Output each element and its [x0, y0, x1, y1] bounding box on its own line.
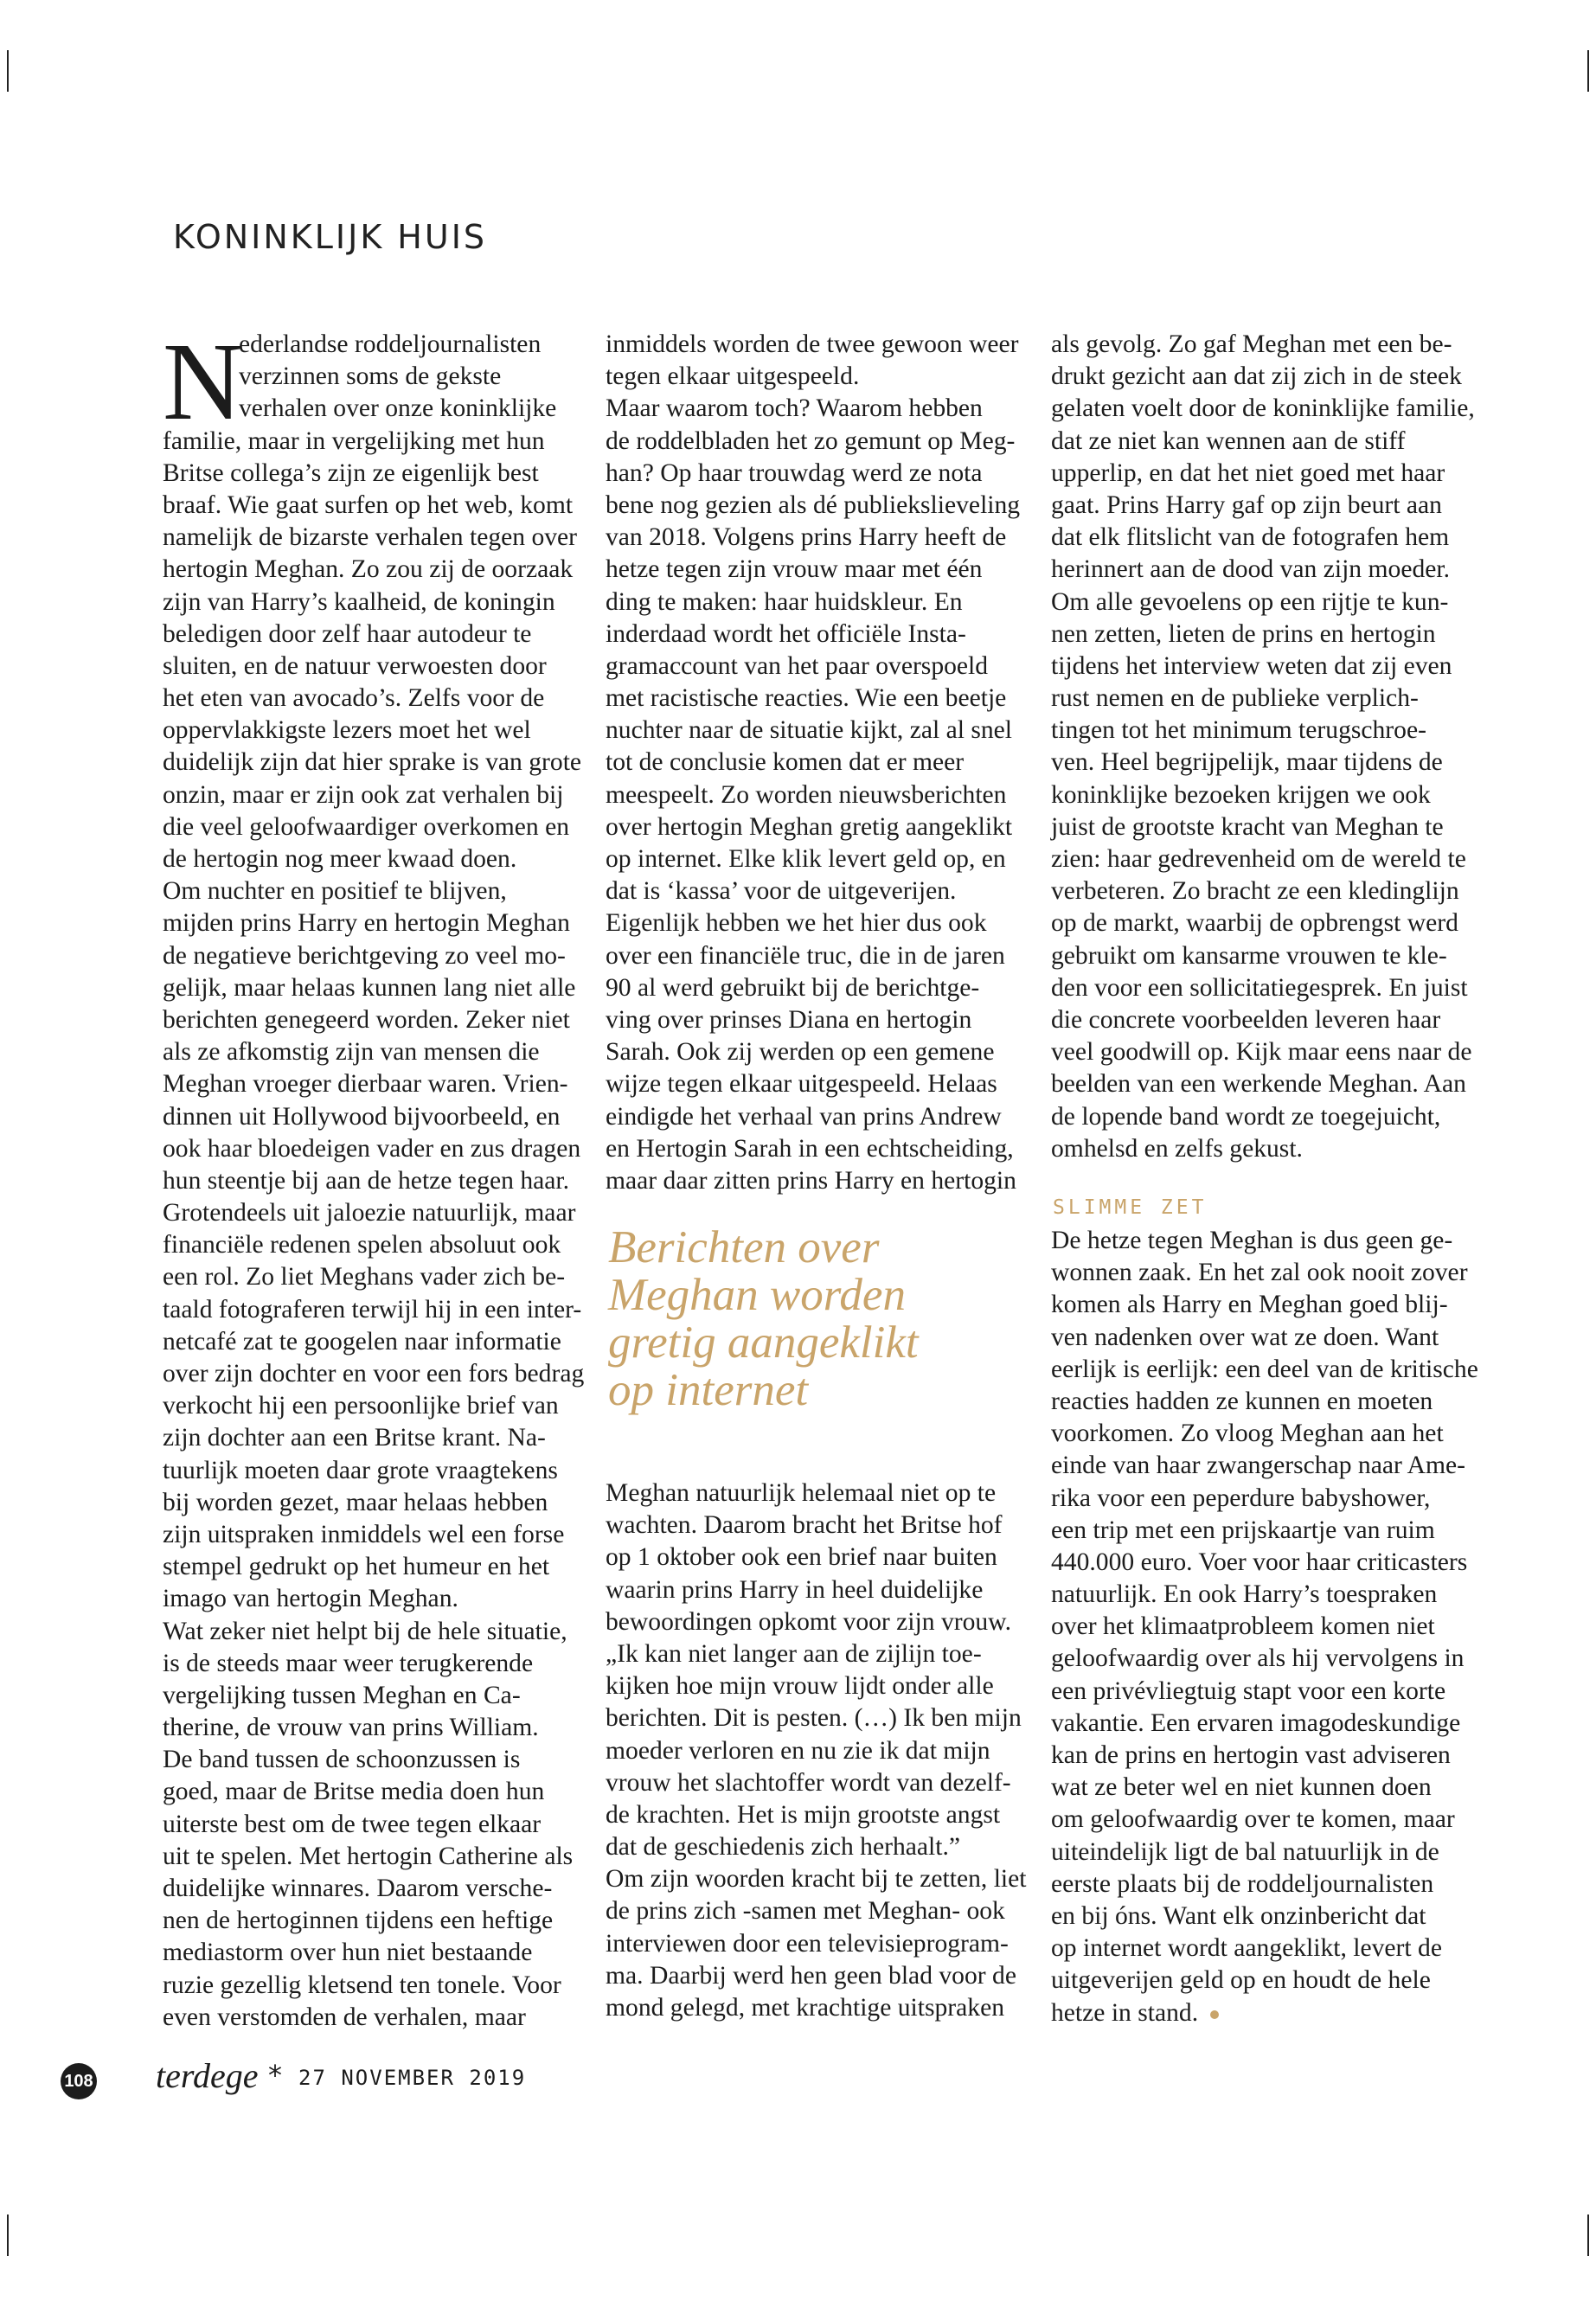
text-line: natuurlijk. En ook Harry’s toespraken — [1051, 1580, 1438, 1609]
text-line: tegen elkaar uitgespeeld. — [606, 362, 860, 391]
text-line: zijn uitspraken inmiddels wel een forse — [163, 1520, 565, 1548]
text-line: even verstomden de verhalen, maar — [163, 2003, 526, 2031]
text-line: goed, maar de Britse media doen hun — [163, 1778, 545, 1806]
text-line: uiteindelijk ligt de bal natuurlijk in de — [1051, 1837, 1439, 1866]
text-line: zien: haar gedrevenheid om de wereld te — [1051, 845, 1466, 873]
text-line: Sarah. Ook zij werden op een gemene — [606, 1038, 995, 1067]
text-line: ruzie gezellig kletsend ten tonele. Voor — [163, 1971, 561, 1999]
crop-mark — [1587, 2214, 1589, 2256]
article-column-3-bottom — [1051, 1225, 1478, 2029]
text-line: verzinnen soms de gekste — [239, 362, 502, 391]
text-line: Berichten over — [608, 1222, 880, 1272]
section-label: KONINKLIJK HUIS — [173, 218, 488, 256]
article-column-2-bottom — [606, 1477, 1027, 2024]
text-line: en bij óns. Want elk onzinbericht dat — [1051, 1901, 1426, 1930]
text-line: op internet wordt aangeklikt, levert de — [1051, 1934, 1442, 1963]
magazine-logo: terdege — [156, 2056, 259, 2095]
text-line: „Ik kan niet langer aan de zijlijn toe- — [606, 1639, 982, 1668]
text-line: vakantie. Een ervaren imagodeskundige — [1051, 1708, 1461, 1737]
text-line: ook haar bloedeigen vader en zus dragen — [163, 1134, 581, 1163]
text-line: dat ze niet kan wennen aan de stiff — [1051, 426, 1406, 455]
text-line: financiële redenen spelen absoluut ook — [163, 1231, 561, 1259]
text-line: op 1 oktober ook een brief naar buiten — [606, 1543, 997, 1572]
text-line: koninklijke bezoeken krijgen we ook — [1051, 780, 1431, 809]
text-line: over hertogin Meghan gretig aangeklikt — [606, 812, 1013, 841]
text-line: wachten. Daarom bracht het Britse hof — [606, 1511, 1003, 1540]
text-line: ven. Heel begrijpelijk, maar tijdens de — [1051, 748, 1443, 777]
text-line: eindigde het verhaal van prins Andrew — [606, 1102, 1002, 1131]
text-line: Meghan worden — [608, 1270, 906, 1320]
crop-mark — [7, 50, 9, 92]
text-line: beelden van een werkende Meghan. Aan — [1051, 1070, 1466, 1099]
text-line: therine, de vrouw van prins William. — [163, 1714, 539, 1742]
text-line: meespeelt. Zo worden nieuwsberichten — [606, 780, 1007, 809]
text-line: over een financiële truc, die in de jaren — [606, 941, 1005, 970]
text-line: ma. Daarbij werd hen geen blad voor de — [606, 1961, 1016, 1990]
text-line: Wat zeker niet helpt bij de hele situatie, — [163, 1617, 567, 1645]
article-column-2-top — [606, 329, 1021, 1197]
text-line: eerlijk is eerlijk: een deel van de kritische — [1051, 1355, 1478, 1383]
text-line: den voor een sollicitatiegesprek. En juist — [1051, 973, 1468, 1002]
text-line: kijken hoe mijn vrouw lijdt onder alle — [606, 1672, 994, 1701]
text-line: verkocht hij een persoonlijke brief van — [163, 1392, 559, 1420]
text-line: nuchter naar de situatie kijkt, zal al snel — [606, 716, 1013, 745]
text-line: upperlip, en dat het niet goed met haar — [1051, 458, 1445, 487]
text-line: reacties hadden ze kunnen en moeten — [1051, 1387, 1433, 1415]
text-line: uitgeverijen geld op en houdt de hele — [1051, 1966, 1431, 1995]
article-column-3-top — [1051, 329, 1475, 1165]
text-line: mond gelegd, met krachtige uitspraken — [606, 1994, 1005, 2022]
text-line: die veel geloofwaardiger overkomen en — [163, 812, 570, 841]
text-line: imago van hertogin Meghan. — [163, 1585, 458, 1613]
text-line: die concrete voorbeelden leveren haar — [1051, 1005, 1441, 1034]
text-line: is de steeds maar weer terugkerende — [163, 1649, 534, 1677]
text-line: duidelijke winnares. Daarom versche- — [163, 1875, 553, 1902]
text-line: gebruikt om kansarme vrouwen te kle- — [1051, 941, 1447, 970]
text-line: tijdens het interview weten dat zij even — [1051, 651, 1452, 680]
text-line: het eten van avocado’s. Zelfs voor de — [163, 684, 545, 713]
text-line: beledigen door zelf haar autodeur te — [163, 619, 532, 648]
text-line: inmiddels worden de twee gewoon weer — [606, 330, 1019, 358]
text-line: uit te spelen. Met hertogin Catherine als — [163, 1842, 574, 1870]
text-line: gretig aangeklikt — [608, 1317, 919, 1368]
text-line: Meghan vroeger dierbaar waren. Vrien- — [163, 1070, 568, 1099]
text-line: dat de geschiedenis zich herhaalt.” — [606, 1833, 961, 1862]
text-line: oppervlakkigste lezers moet het wel — [163, 716, 531, 745]
text-line: een trip met een prijskaartje van ruim — [1051, 1516, 1435, 1544]
text-line: veel goodwill op. Kijk maar eens naar de — [1051, 1038, 1472, 1067]
text-line: als ze afkomstig zijn van mensen die — [163, 1038, 540, 1067]
text-line: Grotendeels uit jaloezie natuurlijk, maar — [163, 1199, 576, 1227]
text-line: Om alle gevoelens op een rijtje te kun- — [1051, 587, 1449, 616]
text-line: inderdaad wordt het officiële Insta- — [606, 619, 966, 648]
text-line: tingen tot het minimum terugschroe- — [1051, 716, 1426, 745]
text-line: netcafé zat te googelen naar informatie — [163, 1327, 561, 1356]
text-line: en Hertogin Sarah in een echtscheiding, — [606, 1134, 1014, 1163]
text-line: wat ze beter wel en niet kunnen doen — [1051, 1773, 1432, 1802]
text-line: uiterste best om de twee tegen elkaar — [163, 1810, 542, 1838]
text-line: verhalen over onze koninklijke — [239, 394, 557, 423]
star-icon: * — [268, 2059, 282, 2092]
text-line: hetze in stand. — [1051, 1997, 1462, 2029]
text-line: tuurlijk moeten daar grote vraagtekens — [163, 1456, 558, 1484]
text-line: rust nemen en de publieke verplich- — [1051, 684, 1419, 713]
text-line: waarin prins Harry in heel duidelijke — [606, 1575, 984, 1604]
text-line: voorkomen. Zo vloog Meghan aan het — [1051, 1420, 1444, 1448]
text-line: omhelsd en zelfs gekust. — [1051, 1134, 1303, 1163]
text-line: familie, maar in vergelijking met hun — [163, 426, 545, 455]
text-line: Maar waarom toch? Waarom hebben — [606, 394, 983, 423]
text-line: de roddelbladen het zo gemunt op Meg- — [606, 426, 1016, 455]
text-line: herinnert aan de dood van zijn moeder. — [1051, 555, 1451, 584]
text-line: mijden prins Harry en hertogin Meghan — [163, 909, 570, 938]
text-line: dat is ‘kassa’ voor de uitgeverijen. — [606, 877, 957, 906]
page-number: 108 — [61, 2063, 97, 2099]
end-mark-icon — [1210, 2010, 1219, 2019]
drop-cap: N — [163, 320, 243, 443]
text-line: wonnen zaak. En het zal ook nooit zover — [1051, 1259, 1468, 1287]
text-line: drukt gezicht aan dat zij zich in de steek — [1051, 362, 1462, 391]
text-line: onzin, maar er zijn ook zat verhalen bij — [163, 780, 564, 809]
text-line: Meghan natuurlijk helemaal niet op te — [606, 1479, 997, 1507]
text-line: dat elk flitslicht van de fotografen hem — [1051, 523, 1450, 552]
text-line: wijze tegen elkaar uitgespeeld. Helaas — [606, 1070, 997, 1099]
text-line: een rol. Zo liet Meghans vader zich be- — [163, 1263, 566, 1292]
text-line: op internet. Elke klik levert geld op, en — [606, 845, 1006, 873]
issue-date: 27 NOVEMBER 2019 — [298, 2066, 527, 2090]
text-line: De band tussen de schoonzussen is — [163, 1746, 521, 1774]
text-line: juist de grootste kracht van Meghan te — [1051, 812, 1444, 841]
text-line: Britse collega’s zijn ze eigenlijk best — [163, 458, 539, 487]
text-line: Om nuchter en positief te blijven, — [163, 877, 507, 906]
text-line: op de markt, waarbij de opbrengst werd — [1051, 909, 1458, 938]
text-line: gelijk, maar helaas kunnen lang niet alle — [163, 973, 576, 1002]
text-line: vergelijking tussen Meghan en Ca- — [163, 1681, 521, 1709]
pull-quote — [608, 1224, 1023, 1414]
text-line: kan de prins en hertogin vast adviseren — [1051, 1741, 1451, 1769]
text-line: berichten genegeerd worden. Zeker niet — [163, 1005, 570, 1034]
text-line: stempel gedrukt op het humeur en het — [163, 1553, 550, 1581]
text-line: duidelijk zijn dat hier sprake is van grote — [163, 748, 582, 777]
text-line: Eigenlijk hebben we het hier dus ook — [606, 909, 987, 938]
text-line: gaat. Prins Harry gaf op zijn beurt aan — [1051, 490, 1442, 519]
text-line: met racistische reacties. Wie een beetje — [606, 684, 1007, 713]
article-column-1 — [163, 320, 585, 2034]
text-line: gelaten voelt door de koninklijke familie, — [1051, 394, 1475, 423]
text-line: eerste plaats bij de roddeljournalisten — [1051, 1869, 1434, 1898]
text-line: ding te maken: haar huidskleur. En — [606, 587, 963, 616]
text-line: bij worden gezet, maar helaas hebben — [163, 1488, 548, 1516]
text-line: de prins zich -samen met Meghan- ook — [606, 1897, 1005, 1926]
text-line: bewoordingen opkomt voor zijn vrouw. — [606, 1607, 1012, 1636]
text-line: Om zijn woorden kracht bij te zetten, liet — [606, 1865, 1027, 1894]
text-line: bene nog gezien als dé publiekslieveling — [606, 490, 1021, 519]
text-line: zijn dochter aan een Britse krant. Na- — [163, 1424, 546, 1452]
text-line: hetze tegen zijn vrouw maar met één — [606, 555, 983, 584]
text-line: hertogin Meghan. Zo zou zij de oorzaak — [163, 555, 574, 584]
text-line: interviewen door een televisieprogram- — [606, 1929, 1009, 1958]
text-line: vrouw het slachtoffer wordt van dezelf- — [606, 1768, 1011, 1797]
subheading: SLIMME ZET — [1053, 1196, 1208, 1219]
text-line: zijn van Harry’s kaalheid, de koningin — [163, 587, 555, 616]
text-line: een privévliegtuig stapt voor een korte — [1051, 1676, 1446, 1705]
text-line: hun steentje bij aan de hetze tegen haar. — [163, 1166, 570, 1195]
text-line: de hertogin nog meer kwaad doen. — [163, 845, 517, 873]
text-line: mediastorm over hun niet bestaande — [163, 1939, 533, 1967]
text-line: De hetze tegen Meghan is dus geen ge- — [1051, 1227, 1453, 1254]
text-line: de negatieve berichtgeving zo veel mo- — [163, 941, 566, 970]
text-line: ving over prinses Diana en hertogin — [606, 1005, 972, 1034]
text-line: komen als Harry en Meghan goed blij- — [1051, 1291, 1448, 1319]
text-line: ven nadenken over wat ze doen. Want — [1051, 1323, 1439, 1351]
crop-mark — [7, 2214, 9, 2256]
text-line: braaf. Wie gaat surfen op het web, komt — [163, 490, 574, 519]
text-line: gramaccount van het paar overspoeld — [606, 651, 989, 680]
text-line: han? Op haar trouwdag werd ze nota — [606, 458, 983, 487]
text-line: rika voor een peperdure babyshower, — [1051, 1484, 1431, 1512]
text-line: sluiten, en de natuur verwoesten door — [163, 651, 547, 680]
text-line: geloofwaardig over als hij vervolgens in — [1051, 1644, 1465, 1673]
crop-mark — [1587, 50, 1589, 92]
text-line: einde van haar zwangerschap naar Ame- — [1051, 1452, 1466, 1480]
text-line: moeder verloren en nu zie ik dat mijn — [606, 1736, 990, 1765]
text-line: namelijk de bizarste verhalen tegen over — [163, 523, 578, 552]
text-line: verbeteren. Zo bracht ze een kledinglijn — [1051, 877, 1459, 906]
text-line: 90 al werd gebruikt bij de berichtge- — [606, 973, 980, 1002]
text-line: om geloofwaardig over te komen, maar — [1051, 1805, 1455, 1834]
text-line: tot de conclusie komen dat er meer — [606, 748, 965, 777]
text-line: maar daar zitten prins Harry en hertogin — [606, 1166, 1016, 1195]
text-line: taald fotograferen terwijl hij in een inter- — [163, 1295, 582, 1324]
text-line: dinnen uit Hollywood bijvoorbeeld, en — [163, 1102, 561, 1131]
text-line: op internet — [608, 1365, 809, 1415]
text-line: over zijn dochter en voor een fors bedrag — [163, 1360, 585, 1388]
text-line: 440.000 euro. Voer voor haar criticasters — [1051, 1548, 1468, 1576]
text-line: de lopende band wordt ze toegejuicht, — [1051, 1102, 1441, 1131]
text-line: van 2018. Volgens prins Harry heeft de — [606, 523, 1007, 552]
text-line: ederlandse roddeljournalisten — [239, 330, 542, 358]
text-line: berichten. Dit is pesten. (…) Ik ben mijn — [606, 1704, 1022, 1733]
text-line: nen de hertoginnen tijdens een heftige — [163, 1907, 554, 1935]
text-line: de krachten. Het is mijn grootste angst — [606, 1800, 1001, 1829]
text-line: over het klimaatprobleem komen niet — [1051, 1612, 1435, 1641]
text-line: nen zetten, lieten de prins en hertogin — [1051, 619, 1436, 648]
text-line: als gevolg. Zo gaf Meghan met een be- — [1051, 330, 1452, 358]
